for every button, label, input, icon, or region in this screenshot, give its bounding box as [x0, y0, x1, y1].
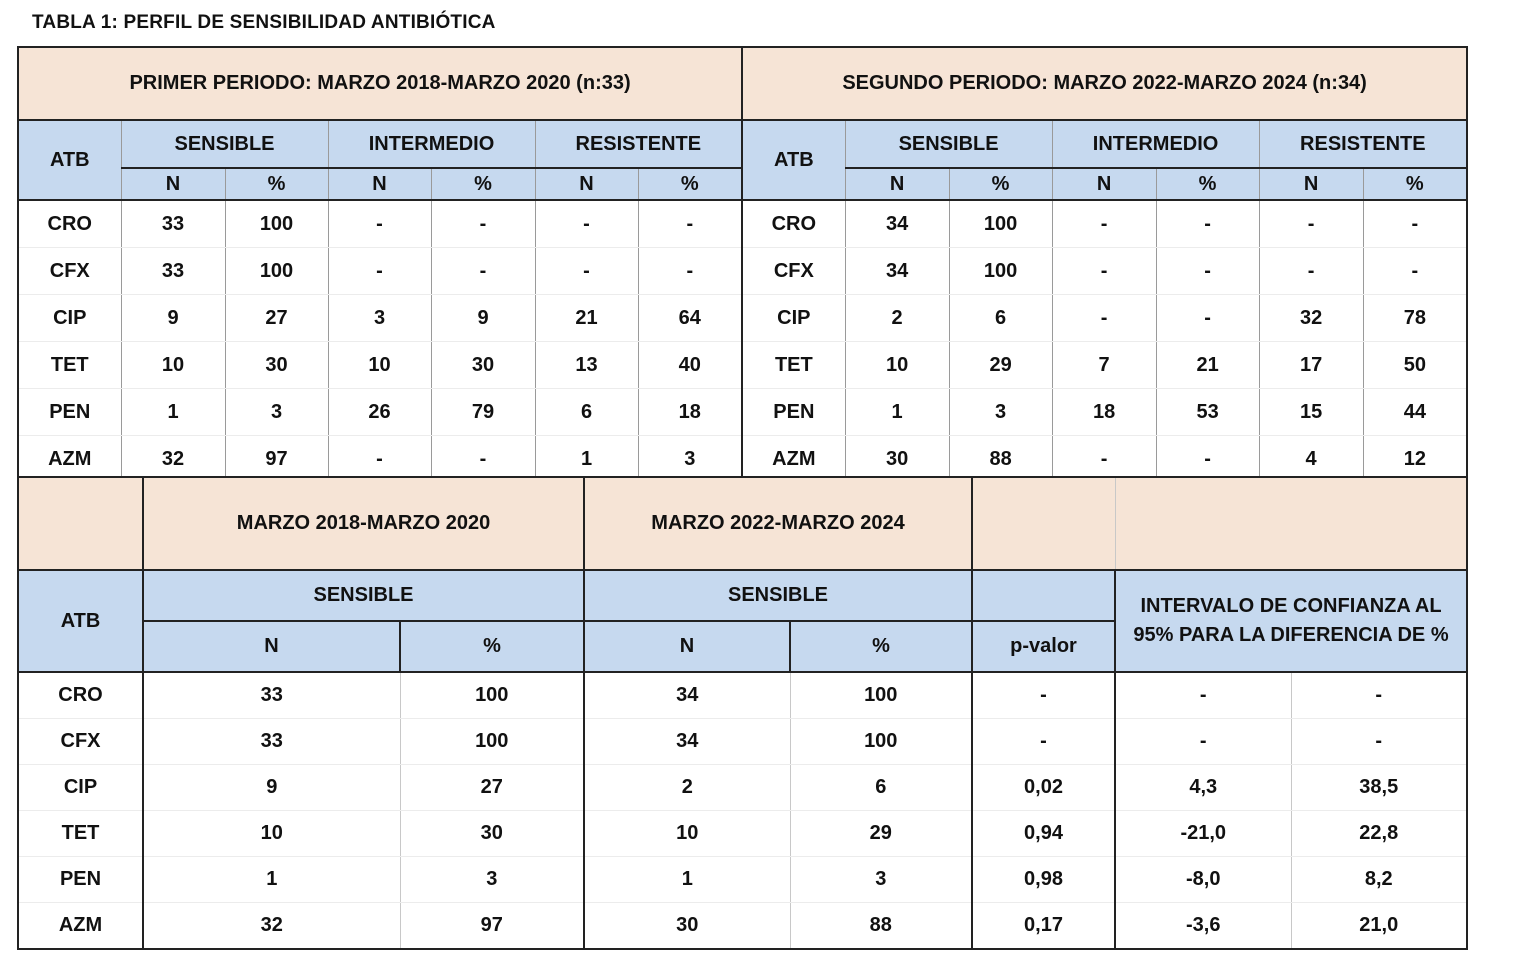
value-cell: - — [1259, 248, 1363, 295]
n-header: N — [1052, 168, 1156, 200]
value-cell: 100 — [225, 200, 328, 248]
p-valor-cell: 0,02 — [972, 765, 1115, 811]
n-header: N — [845, 168, 949, 200]
value-cell: - — [1156, 295, 1259, 342]
intermedio-header: INTERMEDIO — [328, 120, 535, 168]
value-cell: 13 — [535, 342, 638, 389]
table-row — [18, 342, 1467, 389]
ci-cell: 21,0 — [1291, 903, 1467, 950]
value-cell: 9 — [431, 295, 535, 342]
value-cell: 17 — [1259, 342, 1363, 389]
value-cell: 6 — [949, 295, 1052, 342]
n-header: N — [121, 168, 225, 200]
sensible-header: SENSIBLE — [121, 120, 328, 168]
table-caption: TABLA 1: PERFIL DE SENSIBILIDAD ANTIBIÓTICA — [32, 12, 496, 33]
value-cell: 21 — [1156, 342, 1259, 389]
table-row — [18, 200, 1467, 248]
table-row — [18, 389, 1467, 436]
ci-cell: 38,5 — [1291, 765, 1467, 811]
value-cell: 3 — [790, 857, 972, 903]
value-cell: 97 — [400, 903, 584, 950]
value-cell: 10 — [584, 811, 790, 857]
atb-cell: PEN — [18, 857, 143, 903]
value-cell: 78 — [1363, 295, 1467, 342]
n-header: N — [328, 168, 431, 200]
sensible-header: SENSIBLE — [845, 120, 1052, 168]
resistente-header: RESISTENTE — [1259, 120, 1467, 168]
value-cell: 27 — [400, 765, 584, 811]
table-row — [18, 857, 1467, 903]
sensible-header: SENSIBLE — [584, 570, 972, 621]
value-cell: 15 — [1259, 389, 1363, 436]
value-cell: 6 — [535, 389, 638, 436]
value-cell: 2 — [584, 765, 790, 811]
value-cell: - — [431, 436, 535, 484]
value-cell: 3 — [400, 857, 584, 903]
period2-header: SEGUNDO PERIODO: MARZO 2022-MARZO 2024 (n:34) — [742, 47, 1467, 120]
atb-cell: CFX — [742, 248, 845, 295]
value-cell: 33 — [121, 200, 225, 248]
value-cell: 2 — [845, 295, 949, 342]
resistente-header: RESISTENTE — [535, 120, 742, 168]
n-header: N — [584, 621, 790, 672]
value-cell: 18 — [638, 389, 742, 436]
atb-cell: CRO — [18, 200, 121, 248]
atb-cell: CIP — [742, 295, 845, 342]
atb-cell: AZM — [18, 436, 121, 484]
ci-cell: - — [1115, 672, 1291, 719]
period2-header: MARZO 2022-MARZO 2024 — [584, 477, 972, 570]
value-cell: 3 — [638, 436, 742, 484]
value-cell: 9 — [143, 765, 400, 811]
value-cell: 9 — [121, 295, 225, 342]
ci-cell: - — [1291, 672, 1467, 719]
value-cell: 40 — [638, 342, 742, 389]
empty-header-cell — [972, 477, 1115, 570]
atb-cell: TET — [742, 342, 845, 389]
p-valor-cell: 0,17 — [972, 903, 1115, 950]
pct-header: % — [400, 621, 584, 672]
table-row — [18, 903, 1467, 950]
table-row — [18, 765, 1467, 811]
atb-cell: PEN — [18, 389, 121, 436]
atb-cell: PEN — [742, 389, 845, 436]
value-cell: 10 — [845, 342, 949, 389]
value-cell: 1 — [584, 857, 790, 903]
period1-header: MARZO 2018-MARZO 2020 — [143, 477, 584, 570]
value-cell: 34 — [584, 719, 790, 765]
empty-header-cell — [972, 570, 1115, 621]
value-cell: 34 — [584, 672, 790, 719]
atb-cell: AZM — [18, 903, 143, 950]
value-cell: 34 — [845, 200, 949, 248]
value-cell: 33 — [143, 672, 400, 719]
ci-cell: - — [1115, 719, 1291, 765]
value-cell: - — [1052, 295, 1156, 342]
value-cell: 4 — [1259, 436, 1363, 484]
ci-header-line2: 95% PARA LA DIFERENCIA DE % — [1133, 624, 1449, 646]
p-valor-cell: - — [972, 672, 1115, 719]
atb-cell: CRO — [18, 672, 143, 719]
value-cell: - — [1052, 248, 1156, 295]
p-valor-cell: 0,98 — [972, 857, 1115, 903]
value-cell: 1 — [121, 389, 225, 436]
atb-header: ATB — [742, 120, 845, 200]
value-cell: 10 — [121, 342, 225, 389]
susceptibility-table-by-period — [17, 46, 1468, 484]
value-cell: 7 — [1052, 342, 1156, 389]
ci-cell: - — [1291, 719, 1467, 765]
value-cell: - — [1363, 200, 1467, 248]
atb-cell: CIP — [18, 765, 143, 811]
value-cell: - — [535, 200, 638, 248]
value-cell: 21 — [535, 295, 638, 342]
pct-header: % — [949, 168, 1052, 200]
value-cell: - — [1156, 200, 1259, 248]
ci-cell: 8,2 — [1291, 857, 1467, 903]
value-cell: 100 — [400, 719, 584, 765]
value-cell: - — [638, 248, 742, 295]
value-cell: 88 — [949, 436, 1052, 484]
table-row — [18, 811, 1467, 857]
value-cell: 18 — [1052, 389, 1156, 436]
empty-header-cell — [1115, 477, 1467, 570]
atb-cell: AZM — [742, 436, 845, 484]
atb-header: ATB — [18, 570, 143, 672]
value-cell: 26 — [328, 389, 431, 436]
atb-cell: TET — [18, 342, 121, 389]
ci-cell: 22,8 — [1291, 811, 1467, 857]
pct-header: % — [225, 168, 328, 200]
sensible-header: SENSIBLE — [143, 570, 584, 621]
ci-cell: 4,3 — [1115, 765, 1291, 811]
n-header: N — [143, 621, 400, 672]
value-cell: 33 — [143, 719, 400, 765]
value-cell: - — [1052, 200, 1156, 248]
pct-header: % — [790, 621, 972, 672]
value-cell: 100 — [790, 672, 972, 719]
table-row — [18, 248, 1467, 295]
empty-header-cell — [18, 477, 143, 570]
confidence-interval-header — [1115, 570, 1467, 672]
p-valor-cell: - — [972, 719, 1115, 765]
value-cell: - — [328, 200, 431, 248]
pct-header: % — [431, 168, 535, 200]
atb-cell: TET — [18, 811, 143, 857]
atb-cell: CIP — [18, 295, 121, 342]
sensitivity-comparison-table — [17, 476, 1468, 950]
value-cell: - — [1156, 248, 1259, 295]
value-cell: 30 — [225, 342, 328, 389]
atb-cell: CFX — [18, 719, 143, 765]
atb-cell: CFX — [18, 248, 121, 295]
ci-cell: -3,6 — [1115, 903, 1291, 950]
table-row — [18, 295, 1467, 342]
value-cell: - — [431, 200, 535, 248]
value-cell: - — [638, 200, 742, 248]
value-cell: 53 — [1156, 389, 1259, 436]
pct-header: % — [638, 168, 742, 200]
value-cell: 10 — [328, 342, 431, 389]
value-cell: - — [328, 248, 431, 295]
value-cell: 44 — [1363, 389, 1467, 436]
value-cell: 100 — [225, 248, 328, 295]
value-cell: 30 — [845, 436, 949, 484]
value-cell: 32 — [121, 436, 225, 484]
value-cell: 30 — [400, 811, 584, 857]
p-valor-cell: 0,94 — [972, 811, 1115, 857]
pct-header: % — [1156, 168, 1259, 200]
value-cell: 3 — [949, 389, 1052, 436]
value-cell: 1 — [535, 436, 638, 484]
value-cell: 1 — [143, 857, 400, 903]
value-cell: 6 — [790, 765, 972, 811]
value-cell: 32 — [1259, 295, 1363, 342]
value-cell: - — [1052, 436, 1156, 484]
value-cell: 3 — [225, 389, 328, 436]
value-cell: - — [328, 436, 431, 484]
n-header: N — [1259, 168, 1363, 200]
value-cell: 33 — [121, 248, 225, 295]
intermedio-header: INTERMEDIO — [1052, 120, 1259, 168]
period1-header: PRIMER PERIODO: MARZO 2018-MARZO 2020 (n:33) — [18, 47, 742, 120]
value-cell: - — [1156, 436, 1259, 484]
value-cell: - — [1259, 200, 1363, 248]
ci-cell: -21,0 — [1115, 811, 1291, 857]
value-cell: 12 — [1363, 436, 1467, 484]
value-cell: 29 — [790, 811, 972, 857]
table-row — [18, 672, 1467, 719]
value-cell: - — [535, 248, 638, 295]
atb-cell: CRO — [742, 200, 845, 248]
value-cell: 100 — [949, 200, 1052, 248]
value-cell: 30 — [584, 903, 790, 950]
value-cell: 30 — [431, 342, 535, 389]
value-cell: 10 — [143, 811, 400, 857]
value-cell: 88 — [790, 903, 972, 950]
value-cell: - — [1363, 248, 1467, 295]
value-cell: 29 — [949, 342, 1052, 389]
value-cell: 100 — [400, 672, 584, 719]
value-cell: 34 — [845, 248, 949, 295]
atb-header: ATB — [18, 120, 121, 200]
value-cell: 3 — [328, 295, 431, 342]
value-cell: 100 — [790, 719, 972, 765]
n-header: N — [535, 168, 638, 200]
ci-cell: -8,0 — [1115, 857, 1291, 903]
table-row — [18, 719, 1467, 765]
value-cell: 64 — [638, 295, 742, 342]
value-cell: 27 — [225, 295, 328, 342]
value-cell: 32 — [143, 903, 400, 950]
value-cell: 100 — [949, 248, 1052, 295]
ci-header-line1: INTERVALO DE CONFIANZA AL — [1140, 595, 1442, 617]
value-cell: 50 — [1363, 342, 1467, 389]
value-cell: 1 — [845, 389, 949, 436]
p-valor-header: p-valor — [972, 621, 1115, 672]
value-cell: - — [431, 248, 535, 295]
value-cell: 97 — [225, 436, 328, 484]
pct-header: % — [1363, 168, 1467, 200]
value-cell: 79 — [431, 389, 535, 436]
